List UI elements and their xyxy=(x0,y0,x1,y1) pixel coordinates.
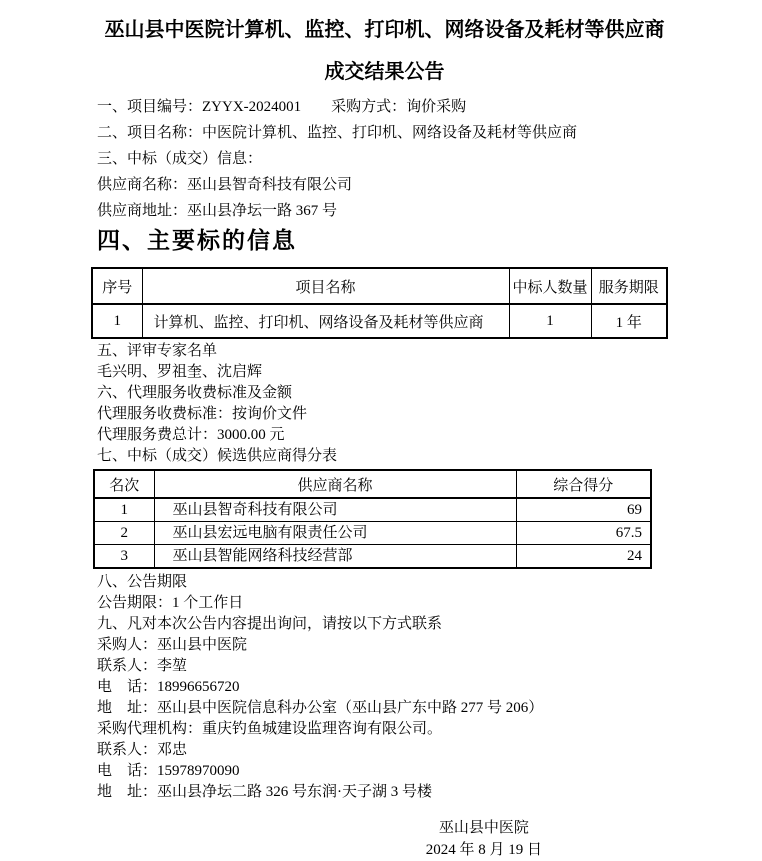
table1-header-winner-count: 中标人数量 xyxy=(509,268,591,304)
announcement-period-line: 公告期限：1 个工作日 xyxy=(97,595,244,611)
table2-header-supplier: 供应商名称 xyxy=(154,470,516,498)
table-row xyxy=(94,545,651,569)
table1-cell-seq: 1 xyxy=(92,304,142,338)
agency-line: 采购代理机构：重庆钓鱼城建设监理咨询有限公司。 xyxy=(97,721,443,737)
table1-cell-winner-count: 1 xyxy=(509,304,591,338)
table2-cell-rank: 3 xyxy=(94,545,154,569)
section7-heading: 七、中标（成交）候选供应商得分表 xyxy=(97,448,338,464)
table2-header-score: 综合得分 xyxy=(516,470,651,498)
section9-heading: 九、凡对本次公告内容提出询问，请按以下方式联系 xyxy=(97,616,443,632)
table2-cell-supplier: 巫山县智奇科技有限公司 xyxy=(154,498,516,522)
fee-standard-line: 代理服务收费标准：按询价文件 xyxy=(97,406,308,422)
table1-header-row xyxy=(92,268,667,304)
tail-sections xyxy=(97,572,672,803)
section6-heading: 六、代理服务收费标准及金额 xyxy=(97,385,293,401)
address1-line: 地 址：巫山县中医院信息科办公室（巫山县广东中路 277 号 206） xyxy=(97,700,544,716)
phone1-line: 电 话：18996656720 xyxy=(97,679,240,695)
supplier-name-line: 供应商名称：巫山县智奇科技有限公司 xyxy=(97,177,353,193)
supplier-address-line: 供应商地址：巫山县净坛一路 367 号 xyxy=(97,203,338,219)
table1-cell-project: 计算机、监控、打印机、网络设备及耗材等供应商 xyxy=(142,304,509,338)
table1-header-service-term: 服务期限 xyxy=(591,268,667,304)
fee-total-line: 代理服务费总计：3000.00 元 xyxy=(97,427,285,443)
contact1-line: 联系人：李堃 xyxy=(97,658,188,674)
intro-section xyxy=(97,94,672,224)
expert-names-line: 毛兴明、罗祖奎、沈启辉 xyxy=(97,364,263,380)
project-number-line: 一、项目编号：ZYYX-2024001 采购方式：询价采购 xyxy=(97,99,467,115)
table2-header-row xyxy=(94,470,651,498)
project-name-line: 二、项目名称：中医院计算机、监控、打印机、网络设备及耗材等供应商 xyxy=(97,125,578,141)
signature-block xyxy=(426,817,542,861)
table2-cell-score: 69 xyxy=(516,498,651,522)
signature-date: 2024 年 8 月 19 日 xyxy=(425,842,542,858)
table2-cell-supplier: 巫山县宏远电脑有限责任公司 xyxy=(154,522,516,545)
document-title-line2: 成交结果公告 xyxy=(324,61,445,83)
section8-heading: 八、公告期限 xyxy=(97,574,188,590)
address2-line: 地 址：巫山县净坛二路 326 号东润·天子湖 3 号楼 xyxy=(97,784,432,800)
award-info-line: 三、中标（成交）信息： xyxy=(97,151,263,167)
document-title-line1: 巫山县中医院计算机、监控、打印机、网络设备及耗材等供应商 xyxy=(104,19,665,41)
phone2-line: 电 话：15978970090 xyxy=(97,763,240,779)
section4-heading: 四、主要标的信息 xyxy=(97,227,297,253)
table2-cell-score: 24 xyxy=(516,545,651,569)
table-row xyxy=(94,498,651,522)
table2-cell-score: 67.5 xyxy=(516,522,651,545)
signature-org: 巫山县中医院 xyxy=(438,820,529,836)
table2-cell-supplier: 巫山县智能网络科技经营部 xyxy=(154,545,516,569)
contact2-line: 联系人：邓忠 xyxy=(97,742,188,758)
table-row xyxy=(92,304,667,338)
section5-heading: 五、评审专家名单 xyxy=(97,343,218,359)
table-row xyxy=(94,522,651,545)
purchaser-line: 采购人：巫山县中医院 xyxy=(97,637,248,653)
middle-sections xyxy=(97,341,672,467)
table1-cell-service-term: 1 年 xyxy=(591,304,667,338)
table1-header-project: 项目名称 xyxy=(142,268,509,304)
main-bid-info-table xyxy=(91,267,668,339)
table1-header-seq: 序号 xyxy=(92,268,142,304)
table2-cell-rank: 2 xyxy=(94,522,154,545)
candidate-score-table xyxy=(93,469,652,569)
table2-cell-rank: 1 xyxy=(94,498,154,522)
table2-header-rank: 名次 xyxy=(94,470,154,498)
